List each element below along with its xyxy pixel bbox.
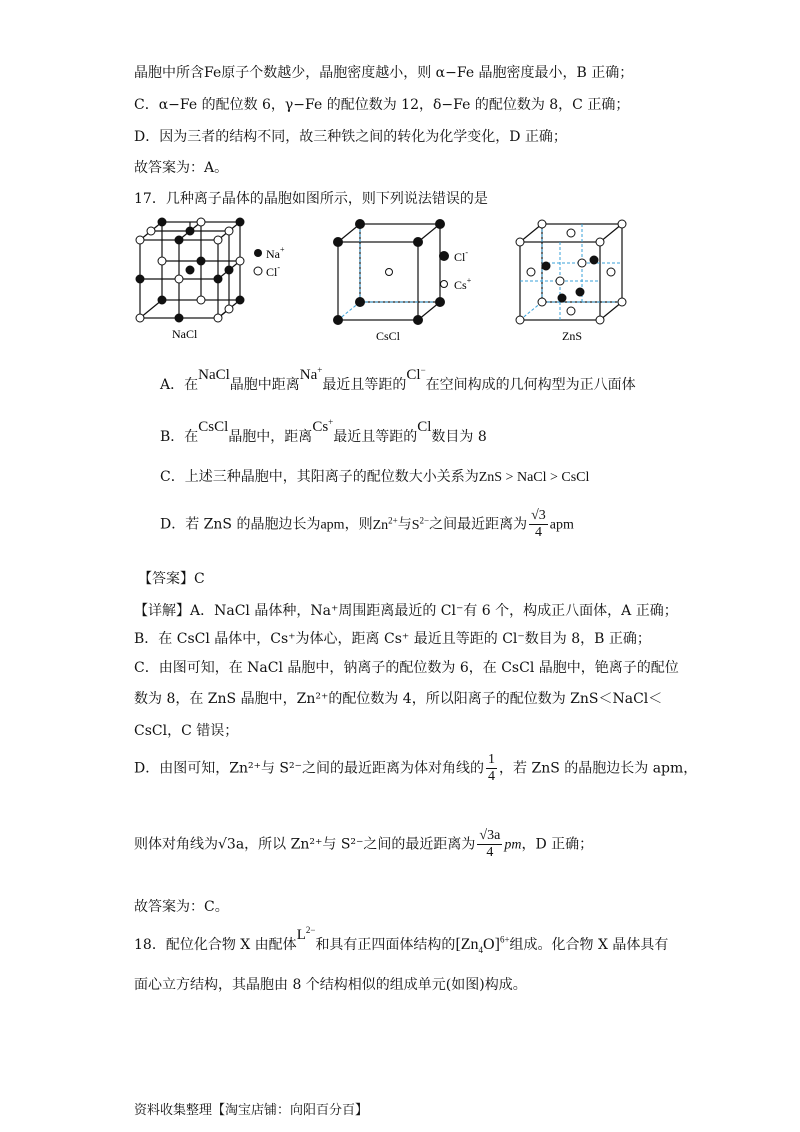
- nacl-legend-cl: Cl-: [266, 263, 281, 279]
- footer: 资料收集整理【淘宝店铺：向阳百分百】: [134, 1103, 369, 1118]
- answer: 【答案】C: [138, 571, 205, 587]
- nacl-atoms: [136, 218, 244, 322]
- legend-black-dot: [439, 251, 449, 261]
- zns-label: ZnS: [562, 329, 583, 343]
- detail-line: 【详解】A．NaCl 晶体种，Na⁺周围距离最近的 Cl⁻有 6 个，构成正八面体，A 正确；: [134, 603, 678, 619]
- option-d: D．若 ZnS 的晶胞边长为apm，则$Zn^{2+}$与$S^{2-}$之间最近距离为 $\frac{√3}{4}$ apm: [160, 508, 574, 540]
- detail-line: D．由图可知，Zn²⁺与 S²⁻之间的最近距离为体对角线的 $\frac{1}{4}$ ，若 ZnS 的晶胞边长为 apm，: [134, 752, 698, 784]
- legend-black-dot: [254, 249, 262, 257]
- cscl-label: CsCl: [376, 329, 401, 343]
- text-line: D．因为三者的结构不同，故三种铁之间的转化为化学变化，D 正确；: [134, 129, 567, 145]
- question-17-stem: 17．几种离子晶体的晶胞如图所示，则下列说法错误的是: [134, 191, 488, 207]
- option-c: C．上述三种晶胞中，其阳离子的配位数大小关系为ZnS > NaCl > CsCl: [160, 469, 590, 485]
- zns-atoms: [516, 220, 626, 324]
- crystal-figures: [0, 208, 800, 348]
- cscl-atoms: [334, 220, 445, 325]
- detail-line: 数为 8，在 ZnS 晶胞中，Zn²⁺的配位数为 4，所以阳离子的配位数为 ZnS＜NaCl＜: [134, 691, 663, 707]
- detail-line: 则体对角线为√3a，所以 Zn²⁺与 S²⁻之间的最近距离为 $\frac{√3a}{4}$ pm，D 正确；: [134, 828, 594, 860]
- detail-line: C．由图可知，在 NaCl 晶胞中，钠离子的配位数为 6，在 CsCl 晶胞中，铯离子的配位: [134, 660, 679, 676]
- cscl-legend-cl: Cl-: [454, 248, 469, 264]
- nacl-legend-na: Na+: [266, 245, 285, 261]
- option-b: B．在CsCl晶胞中，距离Cs+最近且等距的Cl数目为 8: [160, 417, 487, 445]
- legend-white-dot: [441, 281, 448, 288]
- text-line: C．α−Fe 的配位数 6，γ−Fe 的配位数为 12，δ−Fe 的配位数为 8，C 正确；: [134, 97, 630, 113]
- detail-line: 故答案为：C。: [134, 899, 229, 915]
- question-18-stem: 18．配位化合物 X 由配体$L^{2-}$和具有正四面体结构的$[Zn_4O]^{6+}$组成。化合物 X 晶体具有: [134, 925, 669, 956]
- cscl-legend-cs: Cs+: [454, 276, 472, 292]
- legend-white-dot: [254, 267, 262, 275]
- detail-line: CsCl，C 错误；: [134, 723, 239, 739]
- detail-line: B．在 CsCl 晶体中，Cs⁺为体心，距离 Cs⁺ 最近且等距的 Cl⁻数目为 8，B 正确；: [134, 631, 651, 647]
- text-line: 晶胞中所含Fe原子个数越少，晶胞密度越小，则 α−Fe 晶胞密度最小，B 正确；: [134, 65, 634, 81]
- question-18-line2: 面心立方结构，其晶胞由 8 个结构相似的组成单元(如图)构成。: [134, 977, 527, 993]
- text-line: 故答案为：A。: [134, 160, 229, 176]
- option-a: A．在NaCl晶胞中距离Na+最近且等距的Cl−在空间构成的几何构型为正八面体: [160, 365, 636, 393]
- nacl-label: NaCl: [172, 327, 198, 341]
